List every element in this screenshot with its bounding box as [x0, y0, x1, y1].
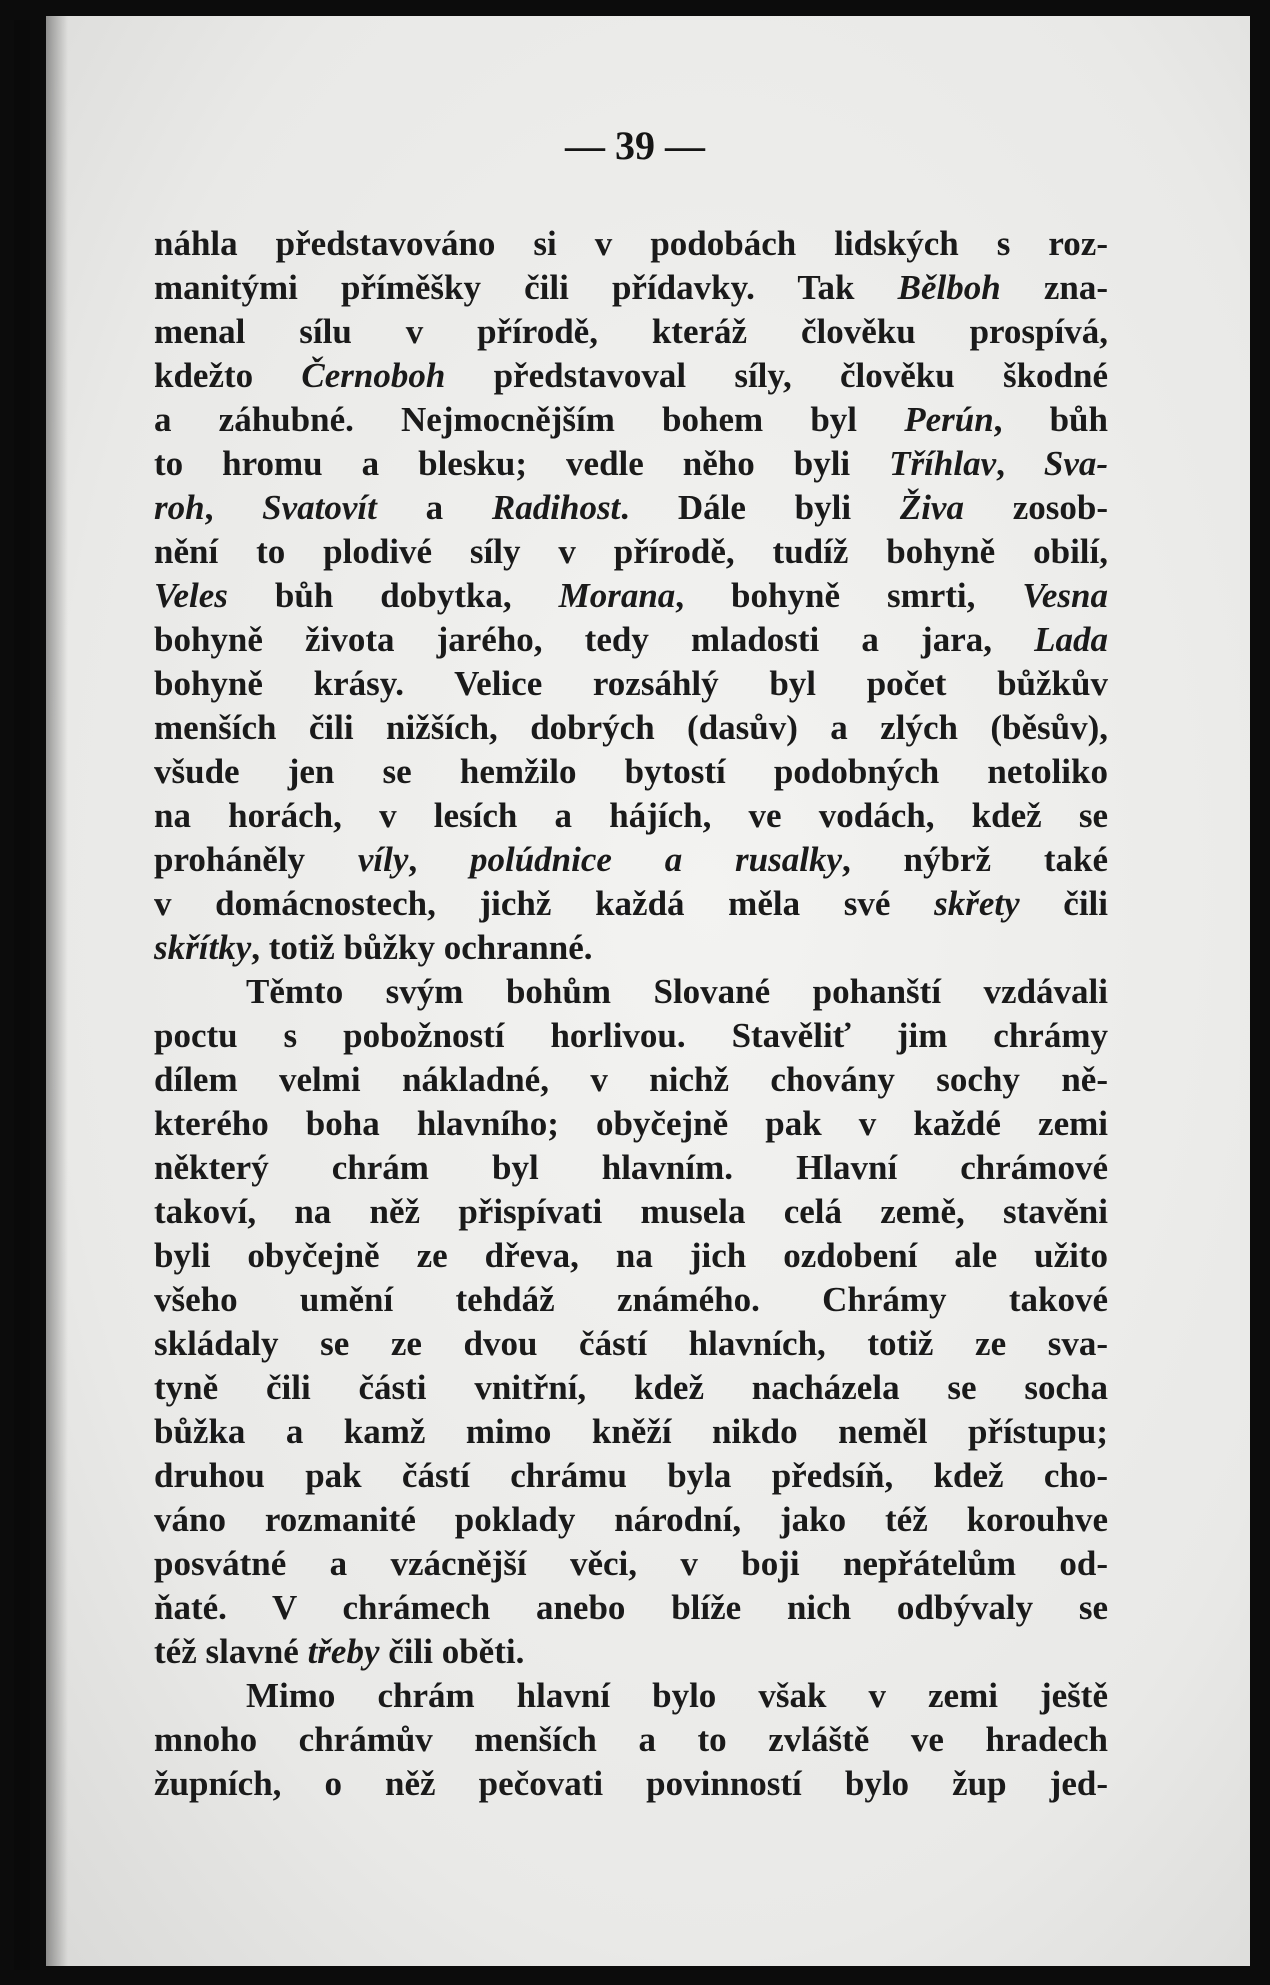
- text-line: [154, 1718, 1108, 1762]
- text-fragment: ,: [408, 840, 470, 879]
- text-line: [154, 574, 1108, 618]
- text-line: [154, 750, 1108, 794]
- text-line: [154, 882, 1108, 926]
- text-fragment: ,: [996, 444, 1044, 483]
- text-fragment: manitými příměšky čili přídavky. Tak: [154, 268, 898, 307]
- italic-name: skřítky: [154, 928, 252, 967]
- text-line: [154, 442, 1108, 486]
- text-fragment: byli obyčejně ze dřeva, na jich ozdobení ale užito: [154, 1236, 1108, 1275]
- italic-name: víly: [357, 840, 409, 879]
- text-fragment: posvátné a vzácnější věci, v boji nepřátelům od-: [154, 1544, 1108, 1583]
- text-line: [154, 970, 1108, 1014]
- text-line: [154, 926, 1108, 970]
- text-fragment: menal sílu v přírodě, kteráž člověku prospívá,: [154, 312, 1108, 351]
- text-fragment: proháněly: [154, 840, 358, 879]
- text-line: [154, 1674, 1108, 1718]
- text-fragment: ,: [204, 488, 263, 527]
- text-line: [154, 1454, 1108, 1498]
- text-fragment: , nýbrž také: [842, 840, 1109, 879]
- text-line: [154, 1322, 1108, 1366]
- text-fragment: kdežto: [154, 356, 302, 395]
- italic-name: polúdnice a rusalky: [469, 840, 842, 879]
- text-line: [154, 354, 1108, 398]
- text-fragment: představoval síly, člověku škodné: [445, 356, 1108, 395]
- text-line: [154, 1102, 1108, 1146]
- text-fragment: bůžka a kamž mimo kněží nikdo neměl přístupu;: [154, 1412, 1108, 1451]
- text-fragment: zosob-: [963, 488, 1109, 527]
- text-line: [154, 530, 1108, 574]
- text-line: [154, 222, 1108, 266]
- text-fragment: a záhubné. Nejmocnějším bohem byl: [154, 400, 905, 439]
- text-fragment: , bohyně smrti,: [675, 576, 1023, 615]
- italic-name: Radihost: [491, 488, 621, 527]
- text-fragment: poctu s pobožností horlivou. Stavěliť jim chrámy: [154, 1016, 1108, 1055]
- italic-name: roh: [154, 488, 205, 527]
- text-line: [154, 1190, 1108, 1234]
- text-fragment: , totiž bůžky ochranné.: [251, 928, 593, 967]
- text-fragment: to hromu a blesku; vedle něho byli: [154, 444, 890, 483]
- text-line: [154, 1542, 1108, 1586]
- text-fragment: druhou pak částí chrámu byla předsíň, kdež cho-: [154, 1456, 1108, 1495]
- text-line: [154, 398, 1108, 442]
- gutter-shadow: [46, 16, 68, 1966]
- text-fragment: tyně čili části vnitřní, kdež nacházela se socha: [154, 1368, 1108, 1407]
- text-fragment: některý chrám byl hlavním. Hlavní chrámové: [154, 1148, 1108, 1187]
- text-line: [154, 266, 1108, 310]
- text-line: [154, 1762, 1108, 1806]
- text-line: [154, 1366, 1108, 1410]
- text-line: [154, 310, 1108, 354]
- text-line: [154, 1146, 1108, 1190]
- text-fragment: nění to plodivé síly v přírodě, tudíž bohyně obilí,: [154, 532, 1108, 571]
- text-line: [154, 1498, 1108, 1542]
- text-line: [154, 662, 1108, 706]
- text-fragment: v domácnostech, jichž každá měla své: [154, 884, 935, 923]
- italic-name: Bělboh: [897, 268, 1001, 307]
- book-binding-edge: [14, 20, 30, 1970]
- italic-name: Sva-: [1043, 444, 1109, 483]
- text-fragment: náhla představováno si v podobách lidských s roz-: [154, 224, 1108, 263]
- italic-name: třeby: [307, 1632, 380, 1671]
- text-fragment: bohyně života jarého, tedy mladosti a jara,: [154, 620, 1035, 659]
- italic-name: Černoboh: [301, 356, 446, 395]
- text-fragment: na horách, v lesích a hájích, ve vodách, kdež se: [154, 796, 1108, 835]
- text-fragment: . Dále byli: [620, 488, 900, 527]
- text-fragment: ňaté. V chrámech anebo blíže nich odbývaly se: [154, 1588, 1108, 1627]
- italic-name: Tříhlav: [889, 444, 997, 483]
- italic-name: Svatovít: [262, 488, 377, 527]
- text-fragment: župních, o něž pečovati povinností bylo žup jed-: [154, 1764, 1108, 1803]
- text-fragment: váno rozmanité poklady národní, jako též korouhve: [154, 1500, 1108, 1539]
- text-line: [154, 1014, 1108, 1058]
- text-fragment: čili: [1019, 884, 1108, 923]
- text-line: [154, 1630, 1108, 1674]
- text-line: [154, 838, 1108, 882]
- text-fragment: též slavné: [154, 1632, 308, 1671]
- text-line: [154, 1586, 1108, 1630]
- text-fragment: Mimo chrám hlavní bylo však v zemi ještě: [246, 1676, 1108, 1715]
- text-line: [154, 1278, 1108, 1322]
- text-fragment: Těmto svým bohům Slované pohanští vzdávali: [246, 972, 1108, 1011]
- italic-name: Lada: [1034, 620, 1108, 659]
- text-fragment: menších čili nižších, dobrých (dasův) a zlých (běsův),: [154, 708, 1108, 747]
- italic-name: Vesna: [1022, 576, 1108, 615]
- text-fragment: čili oběti.: [379, 1632, 525, 1671]
- italic-name: skřety: [934, 884, 1020, 923]
- text-fragment: bůh dobytka,: [227, 576, 559, 615]
- text-line: [154, 618, 1108, 662]
- text-fragment: skládaly se ze dvou částí hlavních, totiž ze sva-: [154, 1324, 1108, 1363]
- italic-name: Morana: [558, 576, 676, 615]
- text-fragment: , bůh: [993, 400, 1108, 439]
- body-text: [154, 222, 1108, 1806]
- text-fragment: takoví, na něž přispívati musela celá země, stavěni: [154, 1192, 1108, 1231]
- text-fragment: mnoho chrámův menších a to zvláště ve hradech: [154, 1720, 1108, 1759]
- italic-name: Živa: [899, 488, 964, 527]
- text-line: [154, 486, 1108, 530]
- text-fragment: kterého boha hlavního; obyčejně pak v každé zemi: [154, 1104, 1108, 1143]
- text-fragment: dílem velmi nákladné, v nichž chovány sochy ně-: [154, 1060, 1108, 1099]
- text-line: [154, 794, 1108, 838]
- text-line: [154, 706, 1108, 750]
- text-fragment: a: [376, 488, 492, 527]
- text-fragment: bohyně krásy. Velice rozsáhlý byl počet bůžkův: [154, 664, 1108, 703]
- text-line: [154, 1234, 1108, 1278]
- text-line: [154, 1410, 1108, 1454]
- text-fragment: všude jen se hemžilo bytostí podobných netoliko: [154, 752, 1108, 791]
- text-fragment: všeho umění tehdáž známého. Chrámy takové: [154, 1280, 1108, 1319]
- text-line: [154, 1058, 1108, 1102]
- italic-name: Veles: [154, 576, 228, 615]
- text-fragment: zna-: [1000, 268, 1108, 307]
- italic-name: Perún: [904, 400, 994, 439]
- page-number: — 39 —: [565, 123, 705, 168]
